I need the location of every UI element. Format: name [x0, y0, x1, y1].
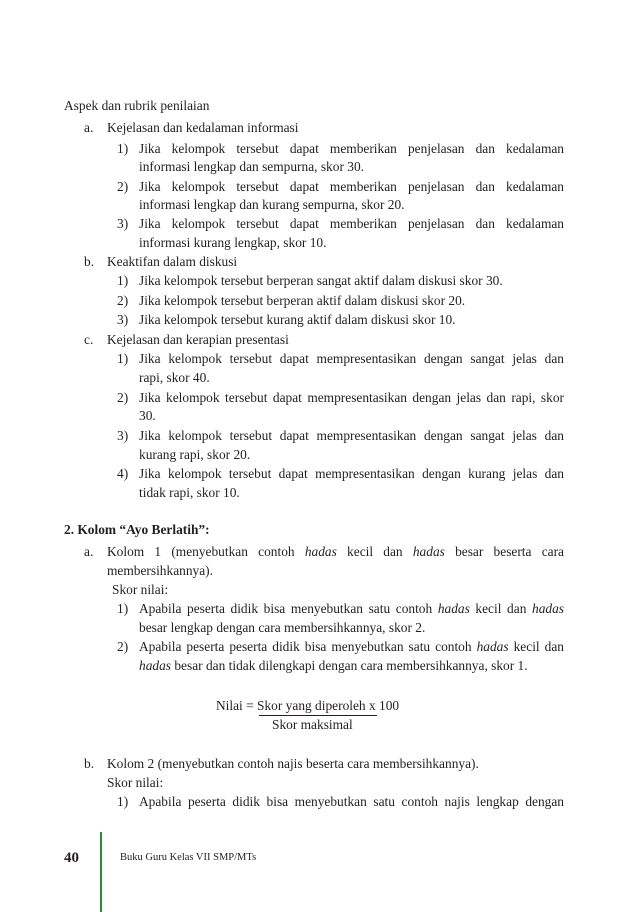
part2-a-skor-label: Skor nilai:: [112, 582, 169, 597]
c-item4-line1: Jika kelompok tersebut dapat mempresentasikan dengan kurang jelas dan: [139, 466, 564, 481]
part2-a-item1-num: 1): [117, 601, 129, 616]
footer-divider: [100, 832, 102, 912]
section-c-title: Kejelasan dan kerapian presentasi: [107, 332, 289, 347]
c-item3-line2: kurang rapi, skor 20.: [139, 447, 251, 462]
part2-a-item1-line1: Apabila peserta didik bisa menyebutkan satu contoh hadas kecil dan hadas: [139, 601, 564, 616]
part2-heading: 2. Kolom “Ayo Berlatih”:: [64, 522, 210, 537]
formula-numerator-line: Nilai = Skor yang diperoleh x 100: [216, 698, 400, 713]
b-item1-line1: Jika kelompok tersebut berperan sangat aktif dalam diskusi skor 30.: [139, 273, 503, 288]
c-item4-line2: tidak rapi, skor 10.: [139, 485, 240, 500]
part2-b-item1-num: 1): [117, 794, 129, 809]
a-item1-num: 1): [117, 141, 129, 156]
part2-a-item2-line2: hadas besar dan tidak dilengkapi dengan cara membersihkannya, skor 1.: [139, 658, 528, 673]
c-item3-line1: Jika kelompok tersebut dapat mempresentasikan dengan sangat jelas dan: [139, 428, 564, 443]
part2-b-skor-label: Skor nilai:: [107, 775, 164, 790]
part2-a-line2: membersihkannya).: [107, 563, 213, 578]
c-item1-line1: Jika kelompok tersebut dapat mempresentasikan dengan sangat jelas dan: [139, 351, 564, 366]
part2-a-label: a.: [84, 544, 94, 559]
section-b-title: Keaktifan dalam diskusi: [107, 254, 238, 269]
b-item1-num: 1): [117, 273, 129, 288]
section-a-title: Kejelasan dan kedalaman informasi: [107, 120, 299, 135]
c-item2-line2: 30.: [139, 408, 156, 423]
a-item1-line2: informasi lengkap dan sempurna, skor 30.: [139, 159, 364, 174]
b-item2-num: 2): [117, 293, 129, 308]
c-item1-line2: rapi, skor 40.: [139, 370, 210, 385]
footer-book-title: Buku Guru Kelas VII SMP/MTs: [120, 852, 257, 863]
part2-b-title: Kolom 2 (menyebutkan contoh najis beserta cara membersihkannya).: [107, 756, 479, 771]
part2-a-item2-line1: Apabila peserta peserta didik bisa menyebutkan satu contoh hadas kecil dan: [139, 639, 564, 654]
c-item4-num: 4): [117, 466, 129, 481]
a-item2-line1: Jika kelompok tersebut dapat memberikan penjelasan dan kedalaman: [139, 179, 564, 194]
part2-b-label: b.: [84, 756, 95, 771]
b-item3-num: 3): [117, 312, 129, 327]
b-item2-line1: Jika kelompok tersebut berperan aktif dalam diskusi skor 20.: [139, 293, 466, 308]
page-number: 40: [64, 850, 79, 866]
part2-a-item1-line2: besar lengkap dengan cara membersihkannya, skor 2.: [139, 620, 426, 635]
a-item3-line1: Jika kelompok tersebut dapat memberikan penjelasan dan kedalaman: [139, 216, 564, 231]
part2-a-item2-num: 2): [117, 639, 129, 654]
a-item3-num: 3): [117, 216, 129, 231]
section-a-label: a.: [84, 120, 94, 135]
c-item3-num: 3): [117, 428, 129, 443]
formula-denominator: Skor maksimal: [272, 717, 353, 732]
c-item1-num: 1): [117, 351, 129, 366]
section-b-label: b.: [84, 254, 95, 269]
a-item2-num: 2): [117, 179, 129, 194]
b-item3-line1: Jika kelompok tersebut kurang aktif dalam diskusi skor 10.: [139, 312, 456, 327]
a-item3-line2: informasi kurang lengkap, skor 10.: [139, 235, 327, 250]
section-c-label: c.: [84, 332, 94, 347]
a-item1-line1: Jika kelompok tersebut dapat memberikan penjelasan dan kedalaman: [139, 141, 564, 156]
section-heading: Aspek dan rubrik penilaian: [64, 98, 210, 113]
part2-a-line1: Kolom 1 (menyebutkan contoh hadas kecil dan hadas besar beserta cara: [107, 544, 564, 559]
part2-b-item1-line1: Apabila peserta didik bisa menyebutkan satu contoh najis lengkap dengan: [139, 794, 564, 809]
c-item2-line1: Jika kelompok tersebut dapat mempresentasikan dengan jelas dan rapi, skor: [139, 390, 564, 405]
a-item2-line2: informasi lengkap dan kurang sempurna, skor 20.: [139, 197, 405, 212]
c-item2-num: 2): [117, 390, 129, 405]
